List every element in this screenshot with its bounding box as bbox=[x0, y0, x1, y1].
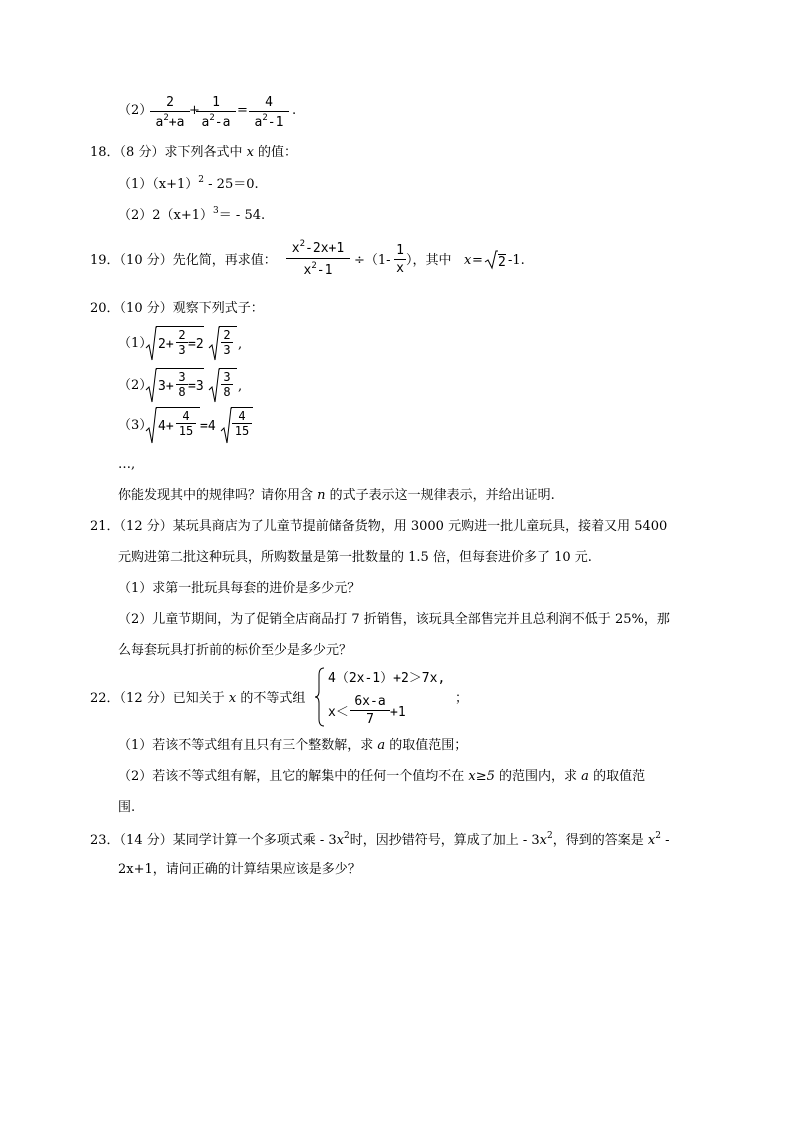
q17-fraction-3: 4 $a^2-1$ bbox=[249, 96, 289, 129]
q19-small-fraction: 1 x bbox=[394, 244, 406, 275]
q17-fraction-1: 2 $a^2+a$ bbox=[150, 96, 190, 129]
q17-equals: = bbox=[237, 103, 248, 118]
q22-part2-line2: 围. bbox=[118, 800, 136, 815]
q22-heading: 22．（12 分）已知关于 x 的不等式组 bbox=[90, 691, 306, 706]
q19-main-fraction: $x^2-2x+1$ $x^2-1$ bbox=[286, 240, 350, 277]
q21-part2-line2: 么每套玩具打折前的标价至少是多少元？ bbox=[118, 643, 353, 658]
q21-line1: 21．（12 分）某玩具商店为了儿童节提前储备货物，用 3000 元购进一批儿童玩具，接着又用 5400 bbox=[90, 519, 668, 534]
q22-brace bbox=[314, 667, 326, 727]
q21-part1: （1）求第一批玩具每套的进价是多少元？ bbox=[118, 581, 361, 596]
q20-ellipsis: …, bbox=[118, 457, 136, 472]
q22-inequality-1: 4（2x-1）+2＞7x, bbox=[328, 671, 446, 686]
q17-part2-label: （2） bbox=[118, 103, 153, 118]
q23-line1: 23．（14 分）某同学计算一个多项式乘 - $3x^2$时，因抄错符号，算成了加上 - $3x^2$，得到的答案是 $x^2$ - bbox=[90, 831, 670, 848]
q21-line2: 元购进第二批这种玩具，所购数量是第一批数量的 1.5 倍，但每套进价多了 10 元. bbox=[118, 550, 592, 565]
q20-question: 你能发现其中的规律吗？请你用含 n 的式子表示这一规律表示，并给出证明. bbox=[118, 488, 555, 503]
q22-part1: （1）若该不等式组有且只有三个整数解，求 a 的取值范围； bbox=[118, 738, 468, 753]
q17-fraction-2: 1 $a^2-a$ bbox=[196, 96, 236, 129]
q19-heading: 19．（10 分）先化简，再求值： bbox=[90, 253, 277, 268]
q22-part2-line1: （2）若该不等式组有解，且它的解集中的任何一个值均不在 x≥5 的范围内，求 a 的取值范 bbox=[118, 769, 646, 784]
q19-radical-sign bbox=[484, 250, 498, 270]
q18-part2: $(2)2(x+1)^3= - 54$. bbox=[118, 206, 266, 223]
q18-part1: $(1)(x+1)^2 - 25=0$. bbox=[118, 175, 259, 192]
q23-line2: 2x+1，请问正确的计算结果应该是多少？ bbox=[118, 862, 361, 877]
q18-heading: 18．（8 分）求下列各式中 x 的值： bbox=[90, 145, 298, 160]
q21-part2-line1: （2）儿童节期间，为了促销全店商品打 7 折销售，该玩具全部售完并且总利润不低于 25%，那 bbox=[118, 612, 670, 627]
q17-plus: + bbox=[189, 103, 200, 118]
q20-heading: 20．（10 分）观察下列式子： bbox=[90, 301, 264, 316]
